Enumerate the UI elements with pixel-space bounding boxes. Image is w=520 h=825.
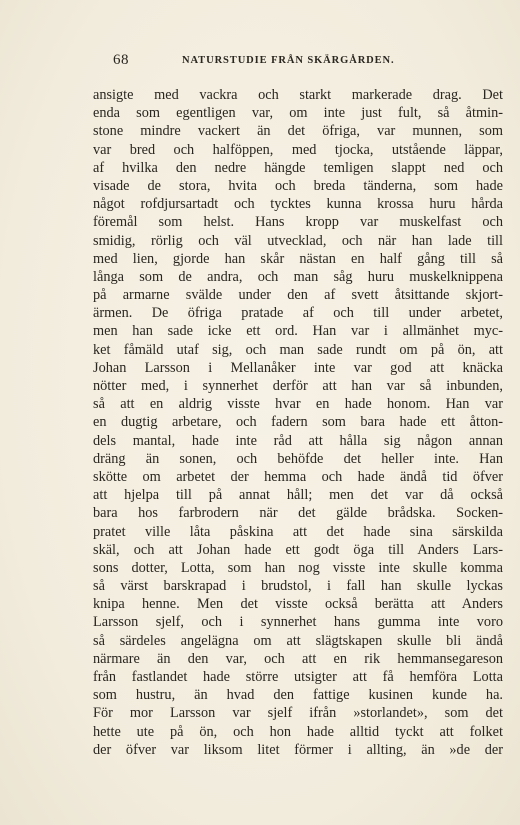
text-line: på armarne svälde under den af svett åtsittande skjort- — [93, 287, 503, 304]
text-line: visade de stora, hvita och breda tänderna, som hade — [93, 177, 503, 194]
text-line: var bred och halföppen, med tjocka, utstående läppar, — [93, 141, 503, 158]
text-line: Johan Larsson i Mellanåker inte var god att knäcka — [93, 359, 503, 376]
running-head: NATURSTUDIE FRÅN SKÄRGÅRDEN. — [182, 55, 395, 66]
text-line: sons dotter, Lotta, som han nog visste inte skulle komma — [93, 559, 503, 576]
body-text — [93, 86, 503, 759]
text-line: ansigte med vackra och starkt markerade drag. Det — [93, 87, 503, 103]
text-line: från fastlandet hade större utsigter att få hemföra Lotta — [93, 669, 503, 685]
text-line: långa som de andra, och man såg huru muskelknippena — [93, 268, 503, 285]
text-line: bara hos farbrodern när det gälde brådska. Socken- — [93, 505, 503, 522]
text-line: skötte om arbetet der hemma och hade ändå tid öfver — [93, 468, 503, 485]
text-line: så särdeles angelägna om att slägtskapen skulle bli ändå — [93, 632, 503, 649]
text-line: nötter med, i synnerhet derför att han var så inbunden, — [93, 378, 503, 394]
text-line: närmare än den var, och att en rik hemmansegareson — [93, 650, 503, 667]
text-line: hette ute på ön, och hon hade alltid tyckt att folket — [93, 723, 503, 740]
text-line: föremål som helst. Hans kropp var muskelfast och — [93, 214, 503, 231]
text-line: stone mindre vackert än det öfriga, var munnen, som — [93, 123, 503, 140]
text-line: dräng än sonen, och behöfde det heller inte. Han — [93, 450, 503, 467]
text-line: smidig, rörlig och väl utvecklad, och när han lade till — [93, 232, 503, 249]
text-line: något rofdjursartadt och tycktes kunna krossa huru hårda — [93, 196, 503, 213]
text-line: Larsson sjelf, och i synnerhet hans gumma inte voro — [93, 614, 503, 631]
text-line: men han sade icke ett ord. Han var i allmänhet myc- — [93, 323, 503, 340]
text-line: ket fåmäld utaf sig, och man sade rundt om på ön, att — [93, 341, 503, 358]
text-line: af hvilka den nedre hängde temligen slappt ned och — [93, 159, 503, 176]
text-line: dels mantal, hade inte råd att hålla sig någon annan — [93, 432, 503, 449]
text-line: enda som egentligen var, om inte just fult, så åtmin- — [93, 105, 503, 122]
page-header — [0, 52, 520, 72]
text-line: med lien, gjorde han skår nästan en half gång till så — [93, 250, 503, 267]
text-line: att hjelpa till på annat håll; men det var då också — [93, 487, 503, 504]
text-line: pratet ville låta påskina att det hade sina särskilda — [93, 523, 503, 540]
text-line: För mor Larsson var sjelf ifrån »storlandet», som det — [93, 705, 503, 722]
text-line: som hustru, än hvad den fattige kusinen kunde ha. — [93, 687, 503, 704]
text-line: så värst barskrapad i brudstol, i fall han skulle lyckas — [93, 578, 503, 595]
text-line: ärmen. De öfriga pratade af och till under arbetet, — [93, 305, 503, 322]
page-number: 68 — [113, 52, 129, 68]
text-line: skäl, och att Johan hade ett godt öga till Anders Lars- — [93, 541, 503, 558]
text-line: en dugtig arbetare, och fadern som bara hade ett åtton- — [93, 414, 503, 431]
text-line: der öfver var liksom litet förmer i allting, än »de der — [93, 741, 503, 758]
text-line: så att en aldrig visste hvar en hade honom. Han var — [93, 396, 503, 413]
text-line: knipa henne. Men det visste också berätta att Anders — [93, 596, 503, 613]
